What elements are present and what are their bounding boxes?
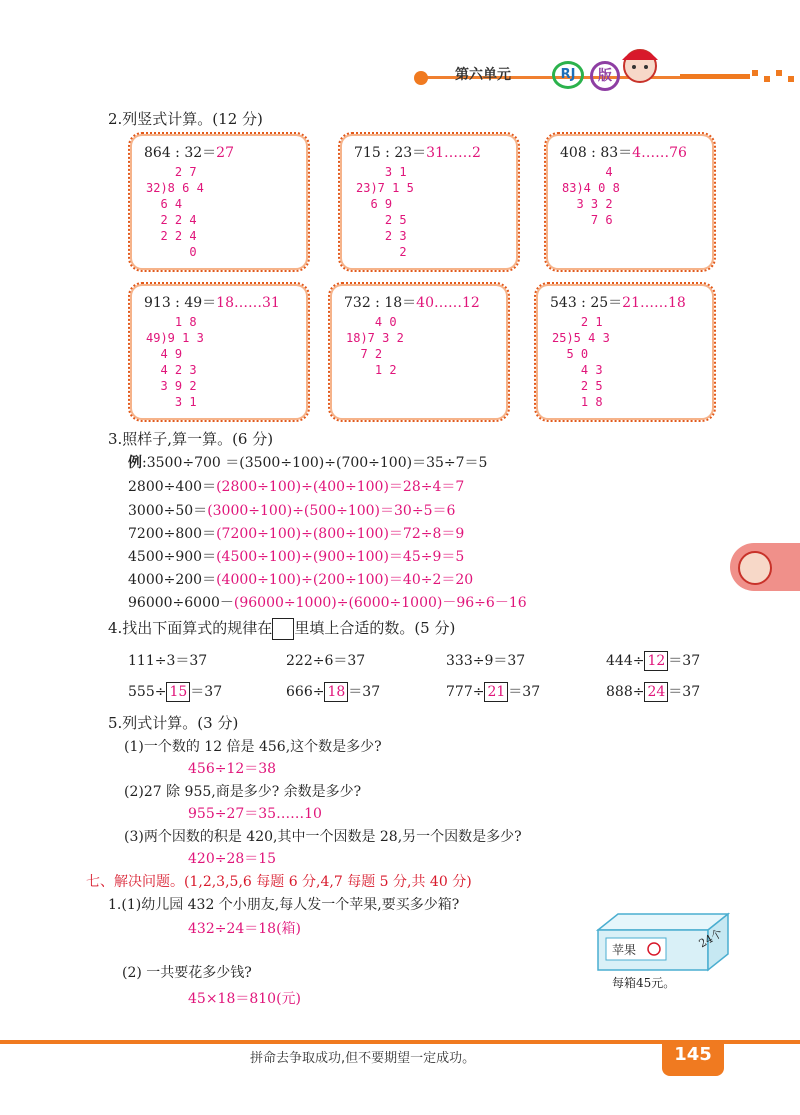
question-text: (2)27 除 955,商是多少? 余数是多少? xyxy=(124,784,362,800)
blank-box-icon xyxy=(272,618,294,640)
box-count: 24个 xyxy=(696,926,725,951)
division-box-1 xyxy=(128,132,310,272)
box-answer: 4……76 xyxy=(632,145,687,161)
box-equation: 732 : 18＝ xyxy=(344,295,417,311)
answer-text: 955÷27＝35……10 xyxy=(188,806,322,822)
long-division-work: 2 7 32)8 6 4 6 4 2 2 4 2 2 4 0 xyxy=(146,165,204,259)
page-number: 145 xyxy=(674,1044,712,1065)
long-division-work: 4 83)4 0 8 3 3 2 7 6 xyxy=(562,165,620,227)
rj-badge: RJ xyxy=(552,61,584,89)
section-3-title: 3.照样子,算一算。(6 分) xyxy=(108,430,274,448)
pattern-item: 666÷ 18 ＝37 xyxy=(286,684,381,700)
box-answer: 31……2 xyxy=(426,145,481,161)
example-line: 例:3500÷700 ＝(3500÷100)÷(700÷100)＝35÷7＝5 xyxy=(128,455,488,471)
calc-line: 96000÷6000－(96000÷1000)÷(6000÷1000)－96÷6－16 xyxy=(128,595,527,611)
header-dot xyxy=(414,71,428,85)
calc-line: 4500÷900＝(4500÷100)÷(900÷100)＝45÷9＝5 xyxy=(128,549,465,565)
pattern-item: 888÷ 24 ＝37 xyxy=(606,684,701,700)
long-division-work: 3 1 23)7 1 5 6 9 2 5 2 3 2 xyxy=(356,165,414,259)
cartoon-face-icon xyxy=(738,551,772,585)
section-4-title: 4.找出下面算式的规律在 里填上合适的数。(5 分) xyxy=(108,617,455,640)
answer-box: 15 xyxy=(166,682,190,702)
long-division-work: 4 0 18)7 3 2 7 2 1 2 xyxy=(346,315,404,377)
pattern-item: 333÷9＝37 xyxy=(446,653,526,669)
calc-line: 2800÷400＝(2800÷100)÷(400÷100)＝28÷4＝7 xyxy=(128,479,465,495)
calc-line: 7200÷800＝(7200÷100)÷(800÷100)＝72÷8＝9 xyxy=(128,526,465,542)
long-division-work: 2 1 25)5 4 3 5 0 4 3 2 5 1 8 xyxy=(552,315,610,409)
calc-line: 3000÷50＝(3000÷100)÷(500÷100)＝30÷5＝6 xyxy=(128,503,456,519)
division-box-3 xyxy=(544,132,716,272)
question-text: (2) 一共要花多少钱? xyxy=(122,965,252,981)
division-box-4 xyxy=(128,282,310,422)
edition-badge: 版 xyxy=(590,61,620,91)
cartoon-girl-icon xyxy=(610,40,670,86)
box-equation: 408 : 83＝ xyxy=(560,145,633,161)
footer-motto: 拼命去争取成功,但不要期望一定成功。 xyxy=(250,1051,476,1066)
example-label: 例 xyxy=(128,455,142,471)
question-text: 1.(1)幼儿园 432 个小朋友,每人发一个苹果,要买多少箱? xyxy=(108,897,460,913)
box-answer: 18……31 xyxy=(216,295,280,311)
long-division-work: 1 8 49)9 1 3 4 9 4 2 3 3 9 2 3 1 xyxy=(146,315,204,409)
header-checker-icon xyxy=(680,68,800,88)
section-2-title: 2.列竖式计算。(12 分) xyxy=(108,110,263,128)
box-equation: 543 : 25＝ xyxy=(550,295,623,311)
box-answer: 40……12 xyxy=(416,295,480,311)
answer-box: 21 xyxy=(484,682,508,702)
answer-text: 45×18＝810(元) xyxy=(188,991,302,1007)
answer-box: 24 xyxy=(644,682,668,702)
division-box-2 xyxy=(338,132,520,272)
unit-title: 第六单元 xyxy=(455,67,511,83)
box-label: 苹果 xyxy=(612,943,637,957)
question-text: (1)一个数的 12 倍是 456,这个数是多少? xyxy=(124,739,382,755)
answer-text: 420÷28＝15 xyxy=(188,851,277,867)
box-price: 每箱45元。 xyxy=(612,976,676,990)
section-7-title: 七、解决问题。(1,2,3,5,6 每题 6 分,4,7 每题 5 分,共 40 分) xyxy=(86,874,472,890)
answer-text: 456÷12＝38 xyxy=(188,761,277,777)
box-equation: 715 : 23＝ xyxy=(354,145,427,161)
pattern-item: 777÷ 21 ＝37 xyxy=(446,684,541,700)
pattern-item: 555÷ 15 ＝37 xyxy=(128,684,223,700)
box-equation: 913 : 49＝ xyxy=(144,295,217,311)
answer-box: 18 xyxy=(324,682,348,702)
pattern-item: 444÷ 12 ＝37 xyxy=(606,653,701,669)
answer-box: 12 xyxy=(644,651,668,671)
answer-text: 432÷24＝18(箱) xyxy=(188,921,302,937)
pattern-item: 111÷3＝37 xyxy=(128,653,208,669)
box-answer: 27 xyxy=(216,145,234,161)
box-answer: 21……18 xyxy=(622,295,686,311)
calc-line: 4000÷200＝(4000÷100)÷(200÷100)＝40÷2＝20 xyxy=(128,572,474,588)
section-5-title: 5.列式计算。(3 分) xyxy=(108,714,239,732)
division-box-6 xyxy=(534,282,716,422)
box-equation: 864 : 32＝ xyxy=(144,145,217,161)
question-text: (3)两个因数的积是 420,其中一个因数是 28,另一个因数是多少? xyxy=(124,829,522,845)
pattern-item: 222÷6＝37 xyxy=(286,653,366,669)
division-box-5 xyxy=(328,282,510,422)
